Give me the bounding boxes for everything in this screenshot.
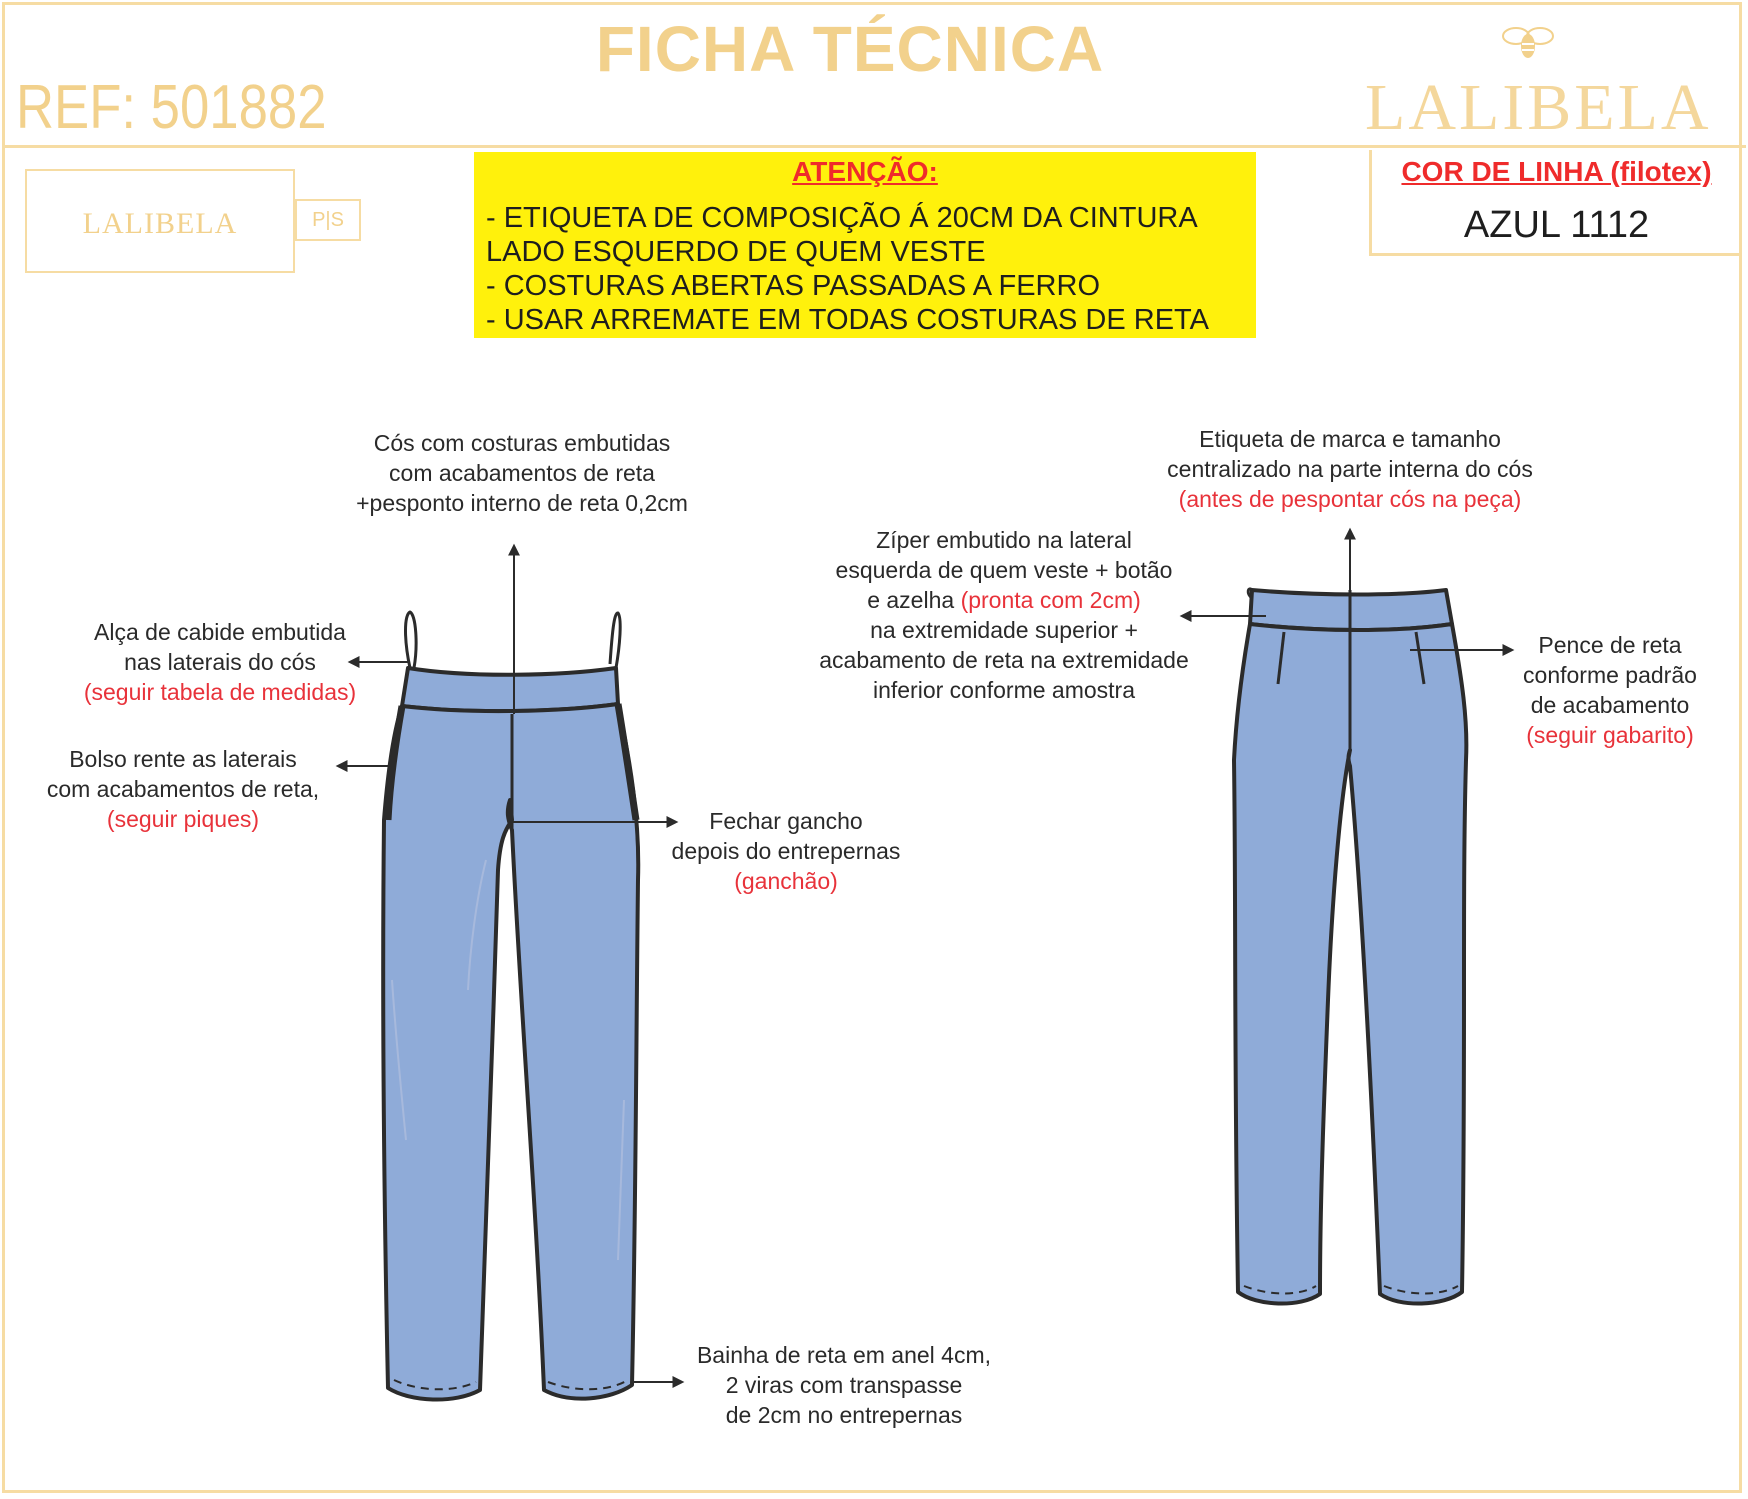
- note-bolso: [20, 744, 346, 834]
- note-line: Pence de reta: [1538, 632, 1682, 658]
- note-line: com acabamentos de reta,: [46, 776, 320, 802]
- note-gancho: [646, 806, 926, 896]
- note-line-highlight: (seguir gabarito): [1526, 722, 1694, 748]
- note-alca: [60, 617, 380, 707]
- note-line-highlight: (pronta com 2cm): [960, 587, 1141, 613]
- note-line: conforme padrão: [1523, 662, 1697, 688]
- front-pants-drawing: [383, 612, 638, 1400]
- note-line: Cós com costuras embutidas: [373, 430, 671, 456]
- note-line: com acabamentos de reta: [389, 460, 655, 486]
- note-line: Etiqueta de marca e tamanho: [1199, 426, 1501, 452]
- front-waistband: [402, 668, 618, 711]
- note-cos: [330, 428, 714, 518]
- page-title: FICHA TÉCNICA: [595, 13, 1105, 85]
- note-line: Bainha de reta em anel 4cm,: [696, 1342, 992, 1368]
- attention-title: ATENÇÃO:: [792, 156, 938, 187]
- attention-line: - ETIQUETA DE COMPOSIÇÃO Á 20CM DA CINTURA: [486, 202, 1198, 234]
- note-line: acabamento de reta na extremidade: [819, 647, 1189, 673]
- note-etiqueta: [1140, 424, 1560, 514]
- note-line: de acabamento: [1530, 692, 1690, 718]
- note-line-highlight: (antes de pespontar cós na peça): [1178, 486, 1522, 512]
- note-line-highlight: (ganchão): [734, 868, 838, 894]
- label-brand-text: LALIBELA: [82, 207, 238, 240]
- front-belt-loop-right: [610, 613, 620, 668]
- attention-line: - COSTURAS ABERTAS PASSADAS A FERRO: [486, 270, 1100, 302]
- note-line: esquerda de quem veste + botão: [835, 557, 1173, 583]
- note-line: Alça de cabide embutida: [94, 619, 346, 645]
- note-bainha: [664, 1340, 1024, 1430]
- attention-line: - USAR ARREMATE EM TODAS COSTURAS DE RETA: [486, 304, 1209, 336]
- note-line: Bolso rente as laterais: [69, 746, 297, 772]
- brand-logo: LALIBELA: [1365, 71, 1712, 144]
- note-line-highlight: (seguir piques): [106, 806, 260, 832]
- size-label-sample: P|S: [295, 199, 361, 241]
- note-line: depois do entrepernas: [671, 838, 901, 864]
- front-belt-loop-left: [406, 612, 417, 668]
- note-line: centralizado na parte interna do cós: [1167, 456, 1533, 482]
- note-line: 2 viras com transpasse: [725, 1372, 963, 1398]
- thread-color-title: COR DE LINHA (filotex): [1401, 156, 1712, 187]
- reference-number: REF: 501882: [16, 73, 327, 142]
- attention-line: LADO ESQUERDO DE QUEM VESTE: [486, 236, 986, 268]
- note-pence: [1500, 630, 1720, 750]
- note-line: Fechar gancho: [709, 808, 863, 834]
- note-line-part: e azelha: [867, 587, 961, 613]
- note-line: Zíper embutido na lateral: [876, 527, 1132, 553]
- note-line: nas laterais do cós: [124, 649, 316, 675]
- thread-color-value: AZUL 1112: [1463, 204, 1650, 246]
- note-line: inferior conforme amostra: [872, 677, 1136, 703]
- note-line: na extremidade superior +: [870, 617, 1138, 643]
- back-pants-drawing: [1234, 589, 1466, 1304]
- note-line: de 2cm no entrepernas: [725, 1402, 963, 1428]
- note-ziper: [780, 525, 1228, 705]
- note-line: [780, 585, 1228, 615]
- note-line: +pesponto interno de reta 0,2cm: [356, 490, 688, 516]
- note-line-highlight: (seguir tabela de medidas): [83, 679, 357, 705]
